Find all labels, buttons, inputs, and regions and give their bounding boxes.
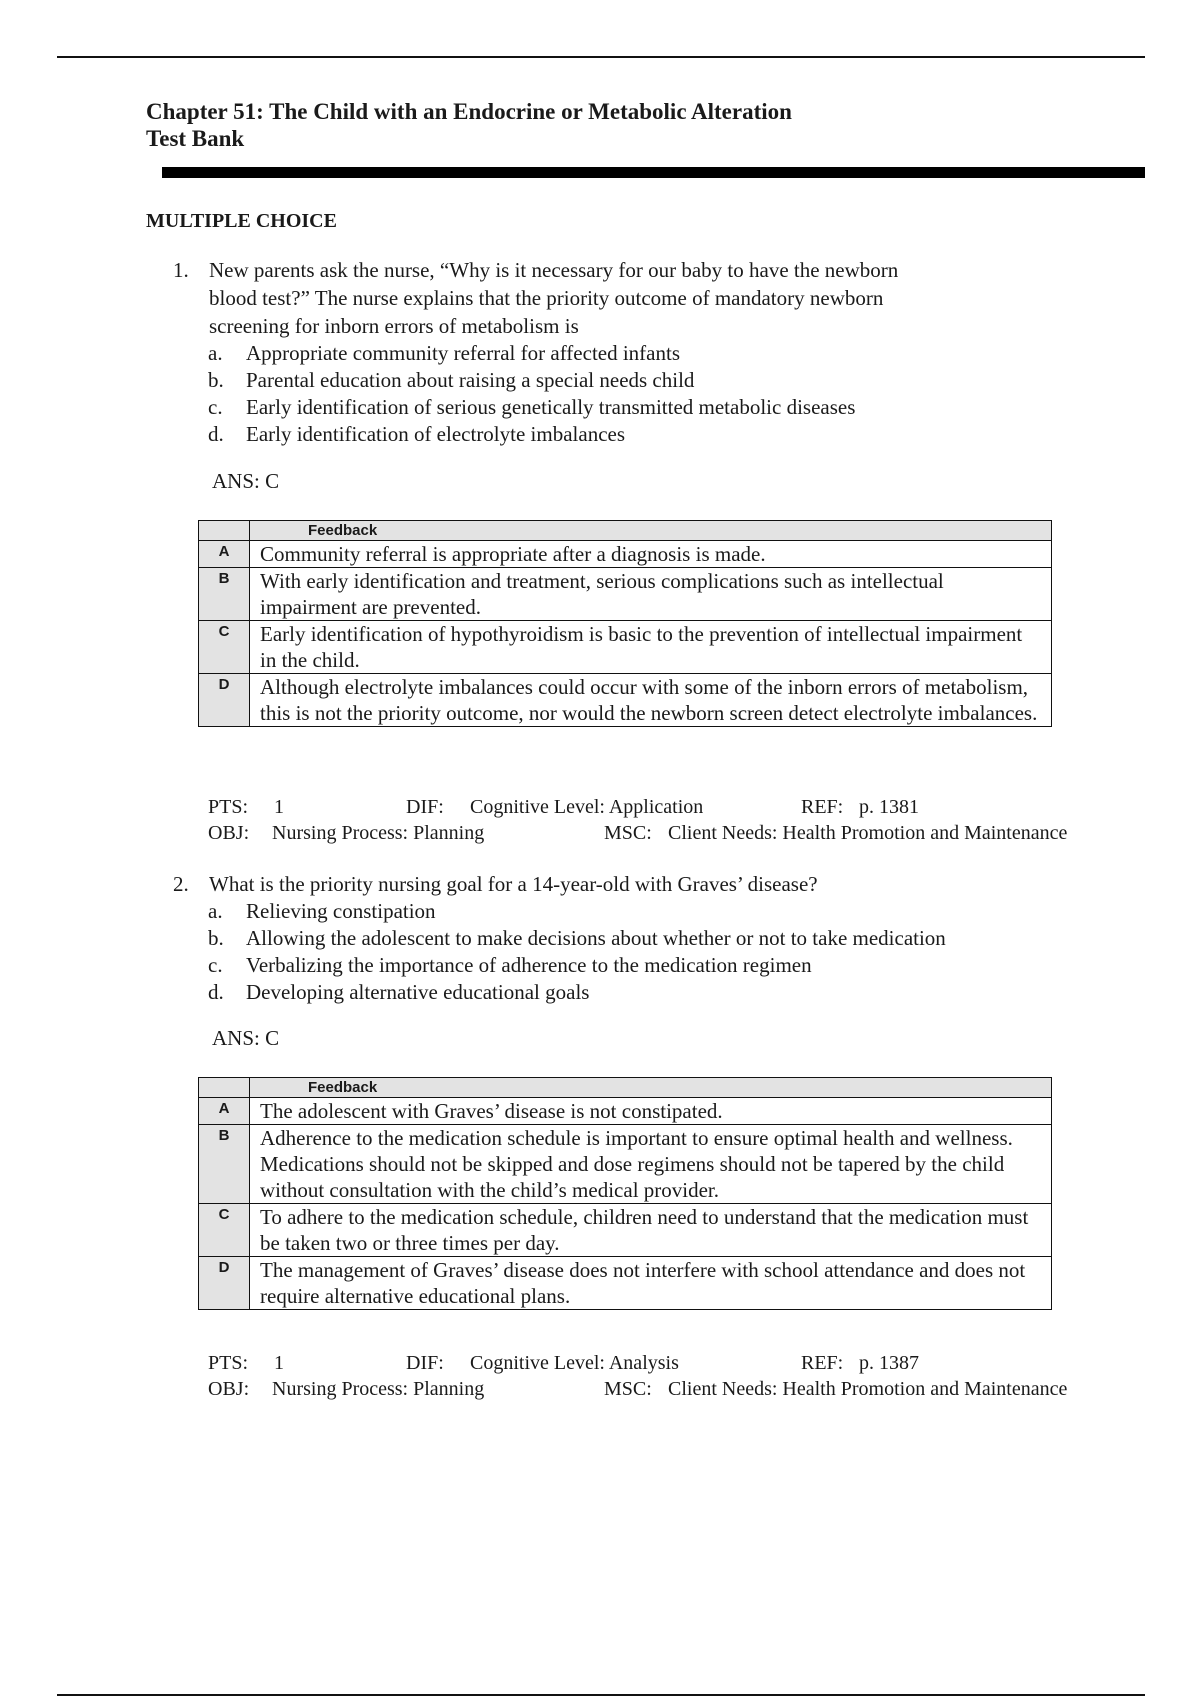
feedback-table-2 [198,1077,1052,1310]
feedback-header-blank [199,521,250,541]
feedback-letter: D [199,674,250,727]
option-letter: c. [208,953,223,977]
option-text: Appropriate community referral for affected infants [246,341,681,365]
option-text: Allowing the adolescent to make decisions about whether or not to take medication [246,926,946,950]
answer-2: ANS: C [212,1026,280,1050]
feedback-text: With early identification and treatment, serious complications such as intellectual impairment are prevented. [250,568,1052,621]
ref-value: p. 1381 [859,796,919,818]
section-title: MULTIPLE CHOICE [146,210,337,232]
msc-label: MSC: [604,1378,652,1400]
feedback-row [199,621,1052,674]
ref-value: p. 1387 [859,1352,919,1374]
option-c [170,952,1070,979]
option-d [170,979,1070,1006]
ref-label: REF: [801,1352,844,1374]
option-text: Relieving constipation [246,899,436,923]
page-title [146,98,792,152]
feedback-text: To adhere to the medication schedule, children need to understand that the medication must be taken two or three times per day. [250,1204,1052,1257]
dif-value: Cognitive Level: Application [470,796,704,818]
feedback-text: Early identification of hypothyroidism is basic to the prevention of intellectual impairment in the child. [250,621,1052,674]
question-number: 2. [173,872,189,896]
feedback-text: Adherence to the medication schedule is important to ensure optimal health and wellness. Medications should not be skipped and dose regimens should not be tapered by the child without consultation with the child’s medical provider. [250,1125,1052,1204]
ref-label: REF: [801,796,844,818]
answer-1: ANS: C [212,469,280,493]
feedback-letter: B [199,1125,250,1204]
question-number: 1. [173,258,189,282]
option-letter: a. [208,899,223,923]
option-letter: b. [208,926,224,950]
feedback-text: The adolescent with Graves’ disease is not constipated. [250,1098,1052,1125]
option-text: Early identification of electrolyte imbalances [246,422,626,446]
question-2-metadata [208,1350,1158,1402]
feedback-letter: C [199,1204,250,1257]
stem-line: screening for inborn errors of metabolism is [209,314,579,338]
feedback-table-1 [198,520,1052,727]
stem-line: blood test?” The nurse explains that the priority outcome of mandatory newborn [209,286,884,310]
msc-label: MSC: [604,822,652,844]
question-2 [170,870,1070,1006]
test-bank-label: Test Bank [146,126,245,151]
obj-label: OBJ: [208,1378,250,1400]
option-text: Developing alternative educational goals [246,980,590,1004]
obj-value: Nursing Process: Planning [272,822,485,844]
feedback-text: Community referral is appropriate after a diagnosis is made. [250,541,1052,568]
title-divider-bar [162,167,1145,178]
question-stem [170,256,1069,340]
question-1 [170,256,1070,448]
dif-label: DIF: [406,796,444,818]
feedback-letter: A [199,541,250,568]
question-stem [170,870,1070,898]
feedback-row [199,1204,1052,1257]
feedback-text: The management of Graves’ disease does not interfere with school attendance and does not require alternative educational plans. [250,1257,1052,1310]
obj-value: Nursing Process: Planning [272,1378,485,1400]
dif-label: DIF: [406,1352,444,1374]
obj-label: OBJ: [208,822,250,844]
bottom-rule [57,1694,1145,1696]
option-b [170,367,1070,394]
msc-value: Client Needs: Health Promotion and Maintenance [668,1378,1068,1400]
option-text: Parental education about raising a special needs child [246,368,695,392]
question-1-metadata [208,794,1158,846]
option-d [170,421,1070,448]
feedback-letter: B [199,568,250,621]
option-c [170,394,1070,421]
option-a [170,340,1070,367]
pts-value: 1 [274,796,284,818]
feedback-header: Feedback [250,521,1052,541]
feedback-header-blank [199,1078,250,1098]
option-letter: d. [208,980,224,1004]
feedback-header-row [199,521,1052,541]
option-letter: a. [208,341,223,365]
feedback-header-row [199,1078,1052,1098]
option-b [170,925,1070,952]
feedback-row [199,1098,1052,1125]
pts-value: 1 [274,1352,284,1374]
feedback-row [199,1125,1052,1204]
option-text: Early identification of serious genetically transmitted metabolic diseases [246,395,856,419]
option-letter: d. [208,422,224,446]
option-a [170,898,1070,925]
feedback-text: Although electrolyte imbalances could occur with some of the inborn errors of metabolism, this is not the priority outcome, nor would the newborn screen detect electrolyte imbalances. [250,674,1052,727]
msc-value: Client Needs: Health Promotion and Maintenance [668,822,1068,844]
option-letter: c. [208,395,223,419]
dif-value: Cognitive Level: Analysis [470,1352,679,1374]
stem-line: What is the priority nursing goal for a 14-year-old with Graves’ disease? [209,872,818,896]
pts-label: PTS: [208,796,249,818]
feedback-letter: D [199,1257,250,1310]
feedback-header: Feedback [250,1078,1052,1098]
feedback-row [199,1257,1052,1310]
feedback-row [199,568,1052,621]
option-letter: b. [208,368,224,392]
feedback-letter: C [199,621,250,674]
feedback-row [199,541,1052,568]
stem-line: New parents ask the nurse, “Why is it necessary for our baby to have the newborn [209,258,899,282]
feedback-row [199,674,1052,727]
feedback-letter: A [199,1098,250,1125]
chapter-title: Chapter 51: The Child with an Endocrine or Metabolic Alteration [146,99,792,124]
top-rule [57,56,1145,58]
option-text: Verbalizing the importance of adherence to the medication regimen [246,953,812,977]
pts-label: PTS: [208,1352,249,1374]
